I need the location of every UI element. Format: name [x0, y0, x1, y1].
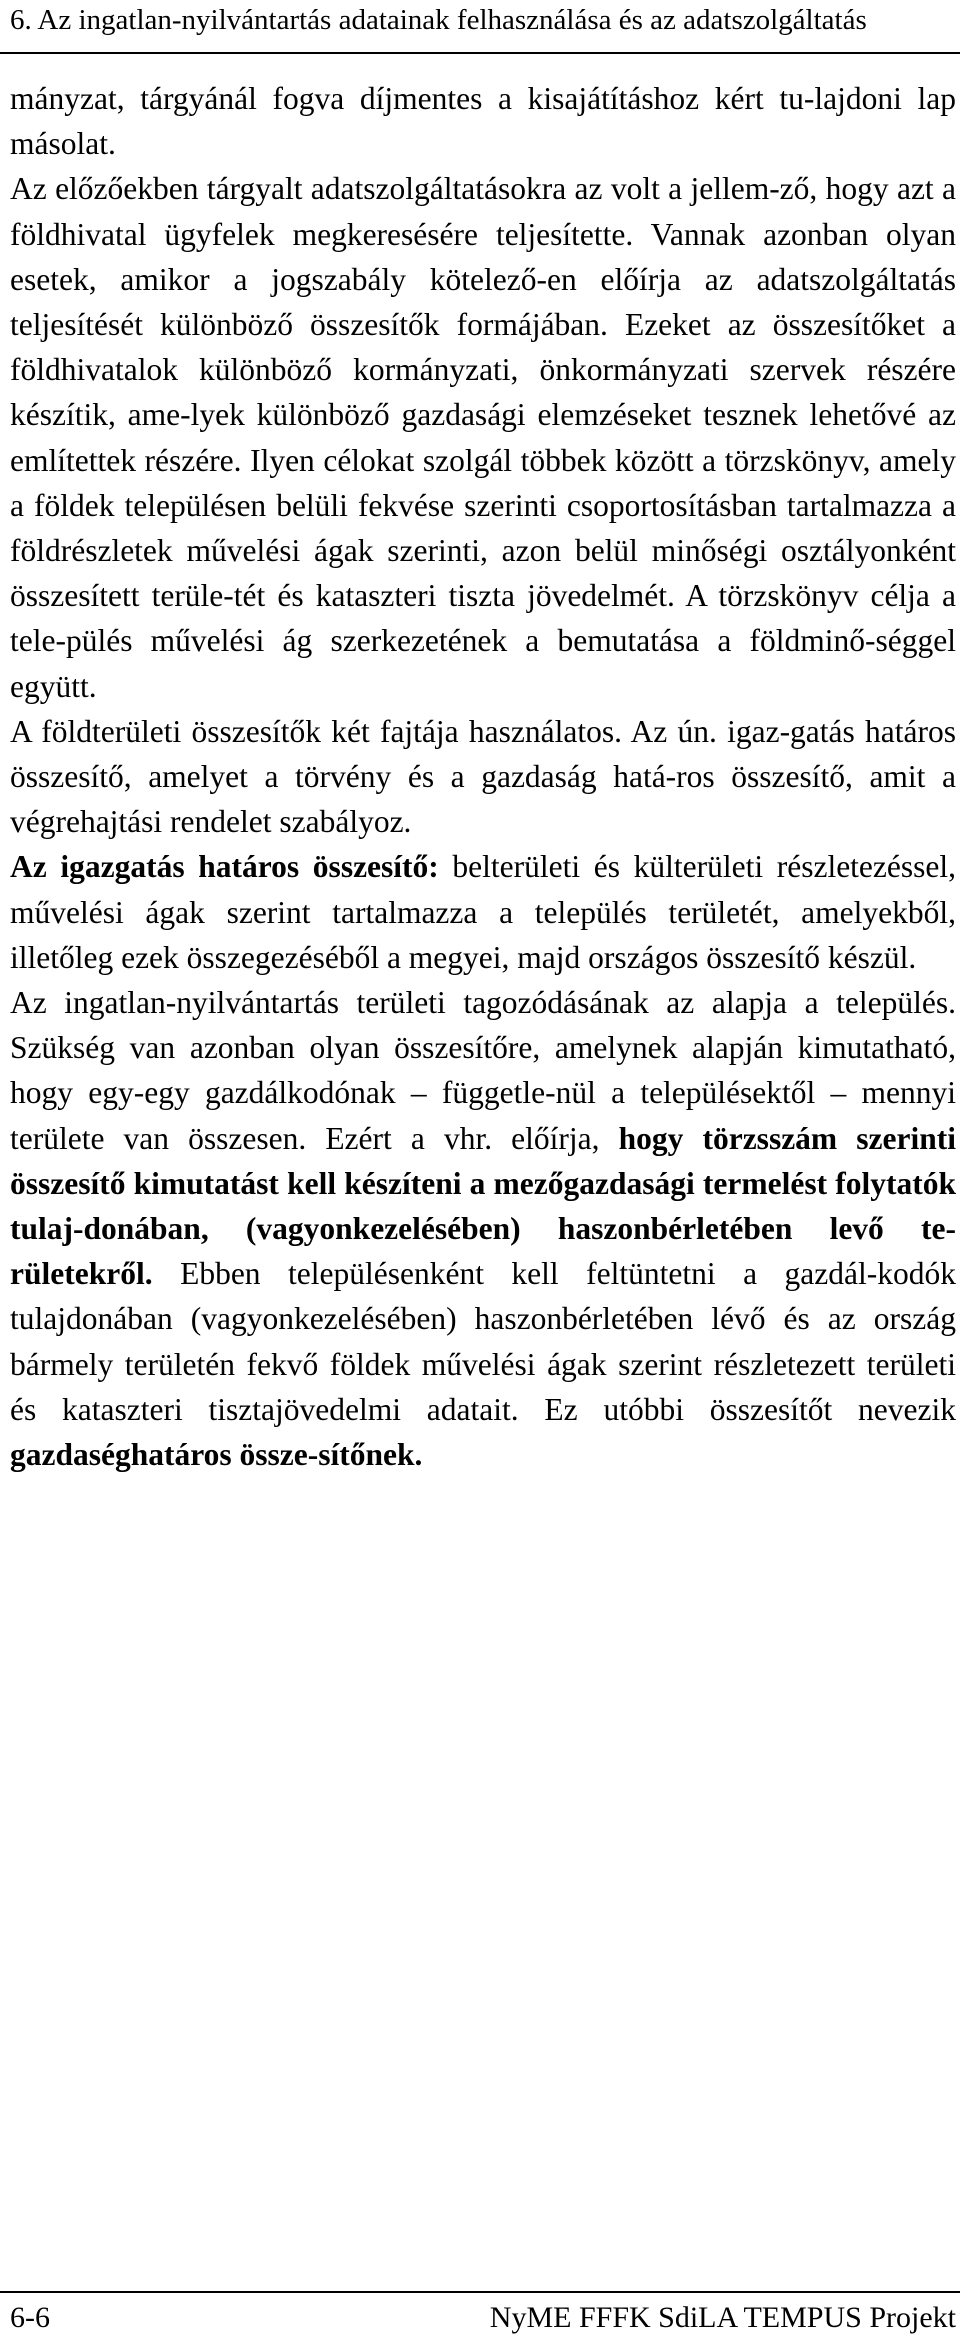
running-header — [0, 0, 960, 52]
paragraph-1: mányzat, tárgyánál fogva díjmentes a kisajátításhoz kért tu-lajdoni lap másolat. — [10, 81, 956, 162]
paragraph-5-emphasis: hogy törzsszám szerinti összesítő kimutatást kell készíteni a mezőgazdasági termelést folytatók tulaj-donában, (vagyonkezelésében) haszonbérletében levő te-rületekről. — [10, 1120, 956, 1292]
term-gazdasaghataros: gazdaséghatáros össze-sítőnek. — [10, 1437, 423, 1473]
project-name: NyME FFFK SdiLA TEMPUS Projekt — [489, 2301, 956, 2334]
footer-divider — [0, 2291, 960, 2293]
paragraph-5-start: Az ingatlan-nyilvántartás területi tagozódásának az alapja a település. Szükség van azonban olyan összesítőre, amelynek alapján kimutatható, hogy egy-egy gazdálkodónak – függetle-nül a településektől – mennyi területe van összesen. Ezért a vhr. előírja, — [10, 985, 956, 1156]
paragraph-2: Az előzőekben tárgyalt adatszolgáltatásokra az volt a jellem-ző, hogy azt a földhivatal ügyfelek megkeresésére teljesítette. Vannak azonban olyan esetek, amikor a jogszabály kötelező-en előírja az adatszolgáltatás teljesítését különböző összesítők formájában. Ezeket az összesítőket a földhivatalok különböző kormányzati, önkormányzati szervek részére készítik, ame-lyek különböző gazdasági elemzéseket tesznek lehetővé az említettek részére. Ilyen célokat szolgál többek között a törzskönyv, amely a földek településen belüli fekvése szerinti csoportosításban tartalmazza a földrészletek művelési ágak szerinti, azon belül minőségi osztályonként összesített terüle-tét és kataszteri tiszta jövedelmét. A törzskönyv célja a tele-pülés művelési ág szerkezetének a bemutatása a földminő-séggel együtt. — [10, 171, 956, 704]
page-footer — [10, 2298, 956, 2338]
page-number: 6-6 — [10, 2301, 50, 2334]
paragraph-3: A földterületi összesítők két fajtája használatos. Az ún. igaz-gatás határos összesítő, amelyet a törvény és a gazdaság hatá-ros összesítő, amit a végrehajtási rendelet szabályoz. — [10, 713, 956, 840]
body-text — [10, 76, 956, 1477]
paragraph-4 — [10, 844, 956, 980]
paragraph-5-mid: Ebben településenként kell feltüntetni a gazdál-kodók tulajdonában (vagyonkezelésében) haszonbérletében lévő és az ország bármely területén fekvő földek művelési ágak szerint részletezett területi és kataszteri tisztajövedelmi adatait. Ez utóbbi összesítőt nevezik — [10, 1256, 956, 1427]
running-title: 6. Az ingatlan-nyilvántartás adatainak felhasználása és az adatszolgáltatás — [10, 4, 867, 36]
paragraph-5 — [10, 980, 956, 1477]
header-divider — [0, 52, 960, 54]
paragraph-4-text: belterületi és külterületi részletezéssel, művelési ágak szerint tartalmazza a település területét, amelyekből, illetőleg ezek összegezéséből a megyei, majd országos összesítő készül. — [10, 849, 956, 975]
term-igazgatas-hataros: Az igazgatás határos összesítő: — [10, 849, 439, 885]
